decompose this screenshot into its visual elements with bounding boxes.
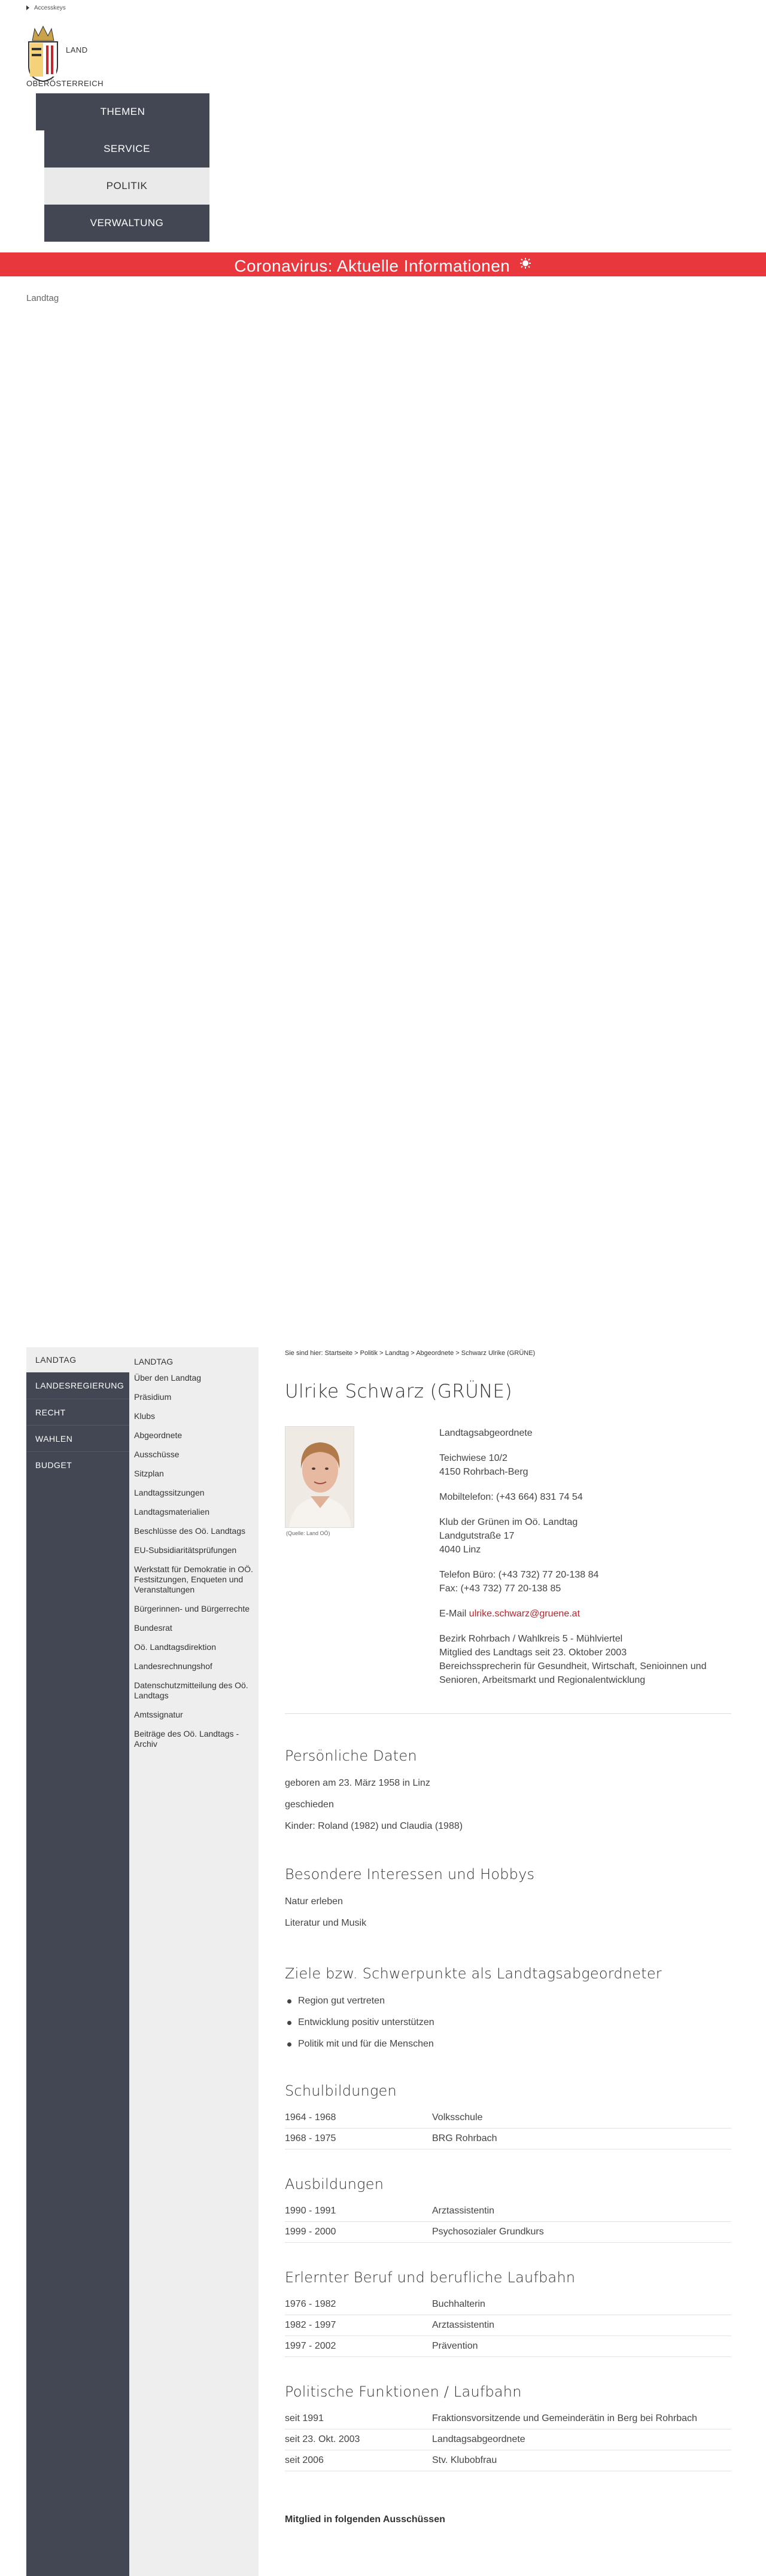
table-row [285,2408,731,2429]
subnav-item[interactable]: Landtagssitzungen [134,1488,205,1497]
subnav-item[interactable]: Oö. Landtagsdirektion [134,1642,216,1652]
table-cell: 1976 - 1982 [285,2294,432,2315]
crest-icon [26,24,60,83]
subnav-item[interactable]: Landtagsmaterialien [134,1507,210,1517]
subnav-item[interactable]: Präsidium [134,1392,172,1402]
fax: Fax: (+43 732) 77 20-138 85 [439,1584,561,1594]
leftnav-budget[interactable]: BUDGET [26,1451,129,1478]
nav-verwaltung[interactable]: VERWALTUNG [44,205,209,242]
nav-service[interactable]: SERVICE [44,130,209,168]
section-heading-goals: Ziele bzw. Schwerpunkte als Landtagsabgeordneter [285,1965,662,1982]
section-heading-personal: Persönliche Daten [285,1747,417,1764]
member-since: Mitglied des Landtags seit 23. Oktober 2003 [439,1648,627,1658]
table-cell: Prävention [432,2336,731,2357]
subnav-item[interactable]: Landesrechnungshof [134,1661,212,1671]
table-cell: Stv. Klubobfrau [432,2450,731,2471]
bezirk: Bezirk Rohrbach / Wahlkreis 5 - Mühlviertel [439,1634,623,1644]
table-cell: seit 2006 [285,2450,432,2471]
portrait-image [285,1427,354,1528]
table-row [285,2108,731,2129]
personal-line: Kinder: Roland (1982) und Claudia (1988) [285,1821,463,1831]
subnav-item[interactable]: EU-Subsidiaritätsprüfungen [134,1545,237,1555]
sub-nav [129,1347,259,2576]
klub-city: 4040 Linz [439,1545,481,1555]
subnav-item[interactable]: Über den Landtag [134,1373,202,1383]
personal-data [285,1773,731,1837]
table-row [285,2429,731,2450]
left-nav [26,1347,129,2576]
table-row [285,2294,731,2315]
leftnav-landtag[interactable]: LANDTAG [26,1347,129,1372]
role: Landtagsabgeordnete [439,1428,533,1438]
accesskeys-label: Accesskeys [34,5,66,11]
subnav-title: LANDTAG [134,1357,174,1366]
table-cell: Psychosozialer Grundkurs [432,2222,731,2243]
section-heading-training: Ausbildungen [285,2176,384,2193]
nav-themen[interactable]: THEMEN [36,93,209,130]
subnav-item[interactable]: Werkstatt für Demokratie in OÖ. Festsitzungen, Enqueten und Veranstaltungen [134,1564,253,1594]
main-nav [36,93,209,242]
interest-line: Literatur und Musik [285,1918,367,1928]
section-heading-career: Erlernter Beruf und berufliche Laufbahn [285,2269,576,2286]
table-row [285,2129,731,2149]
subnav-item[interactable]: Klubs [134,1411,156,1421]
logo[interactable] [26,24,110,90]
table-cell: 1990 - 1991 [285,2201,432,2222]
table-cell: Arztassistentin [432,2201,731,2222]
office-phone: Telefon Büro: (+43 732) 77 20-138 84 [439,1570,599,1580]
corona-banner[interactable] [0,252,766,276]
table-row [285,2201,731,2222]
table-row [285,2315,731,2336]
table-cell: seit 1991 [285,2408,432,2429]
career-table [285,2294,731,2357]
leftnav-wahlen[interactable]: WAHLEN [26,1425,129,1451]
school-table [285,2108,731,2149]
klub-name: Klub der Grünen im Oö. Landtag [439,1517,578,1527]
email-label: E-Mail [439,1609,467,1619]
nav-politik[interactable]: POLITIK [44,168,209,205]
personal-line: geschieden [285,1799,334,1810]
virus-icon [519,252,532,276]
portrait-photo[interactable] [285,1426,354,1528]
political-table [285,2408,731,2471]
profile-section [285,1426,731,1713]
klub-street: Landgutstraße 17 [439,1531,515,1541]
leftnav-recht[interactable]: RECHT [26,1399,129,1425]
corona-banner-text: Coronavirus: Aktuelle Informationen [234,257,510,275]
table-cell: BRG Rohrbach [432,2129,731,2149]
page-title: Ulrike Schwarz (GRÜNE) [285,1381,512,1402]
table-cell: Fraktionsvorsitzende und Gemeinderätin in Berg bei Rohrbach [432,2408,731,2429]
subnav-item[interactable]: Beiträge des Oö. Landtags - Archiv [134,1729,239,1749]
table-cell: Volksschule [432,2108,731,2129]
subnav-item[interactable]: Bundesrat [134,1623,172,1633]
interests-list [285,1891,731,1934]
table-cell: 1968 - 1975 [285,2129,432,2149]
interest-line: Natur erleben [285,1896,343,1907]
breadcrumb[interactable]: Sie sind hier: Startseite > Politik > Landtag > Abgeordnete > Schwarz Ulrike (GRÜNE) [285,1350,536,1357]
section-heading-school: Schulbildungen [285,2082,397,2099]
committees-heading: Mitglied in folgenden Ausschüssen [285,2514,445,2525]
logo-text-oberoesterreich: OBERÖSTERREICH [26,79,104,88]
table-row [285,2450,731,2471]
table-cell: Buchhalterin [432,2294,731,2315]
subnav-item[interactable]: Abgeordnete [134,1430,183,1440]
accesskeys-link[interactable] [26,5,66,11]
photo-caption: (Quelle: Land OÖ) [286,1530,330,1536]
goal-item: Region gut vertreten [285,1990,731,2012]
table-cell: Landtagsabgeordnete [432,2429,731,2450]
hero-image [0,287,766,1322]
section-heading-interests: Besondere Interessen und Hobbys [285,1866,535,1883]
address-city: 4150 Rohrbach-Berg [439,1467,528,1477]
contact-info [439,1426,731,1698]
divider [285,1713,731,1714]
email-link[interactable]: ulrike.schwarz@gruene.at [469,1609,580,1619]
subnav-item[interactable]: Datenschutzmitteilung des Oö. Landtags [134,1680,248,1700]
table-cell: 1997 - 2002 [285,2336,432,2357]
subnav-item[interactable]: Ausschüsse [134,1450,180,1459]
table-cell: 1964 - 1968 [285,2108,432,2129]
section-heading-political: Politische Funktionen / Laufbahn [285,2383,522,2400]
table-cell: seit 23. Okt. 2003 [285,2429,432,2450]
training-table [285,2201,731,2243]
table-cell: 1982 - 1997 [285,2315,432,2336]
subnav-item[interactable]: Bürgerinnen- und Bürgerrechte [134,1604,250,1613]
leftnav-landesregierung[interactable]: LANDESREGIERUNG [35,1381,124,1390]
hero-section-label: Landtag [26,293,59,303]
table-cell: 1999 - 2000 [285,2222,432,2243]
goal-item: Entwicklung positiv unterstützen [285,2012,731,2033]
table-cell: Arztassistentin [432,2315,731,2336]
subnav-item[interactable]: Sitzplan [134,1469,164,1478]
main-content [285,1347,731,2525]
goals-list [285,1990,731,2055]
subnav-item[interactable]: Beschlüsse des Oö. Landtags [134,1526,246,1536]
personal-line: geboren am 23. März 1958 in Linz [285,1778,430,1788]
subnav-item[interactable]: Amtssignatur [134,1710,183,1719]
table-row [285,2222,731,2243]
address-street: Teichwiese 10/2 [439,1453,507,1463]
spokesperson: Bereichssprecherin für Gesundheit, Wirtschaft, Senioinnen und Senioren, Arbeitsmarkt und Regionalentwicklung [439,1661,707,1685]
goal-item: Politik mit und für die Menschen [285,2033,731,2055]
logo-text-land: LAND [66,45,88,54]
triangle-right-icon [26,5,29,10]
table-row [285,2336,731,2357]
mobile-phone: Mobiltelefon: (+43 664) 831 74 54 [439,1492,583,1502]
